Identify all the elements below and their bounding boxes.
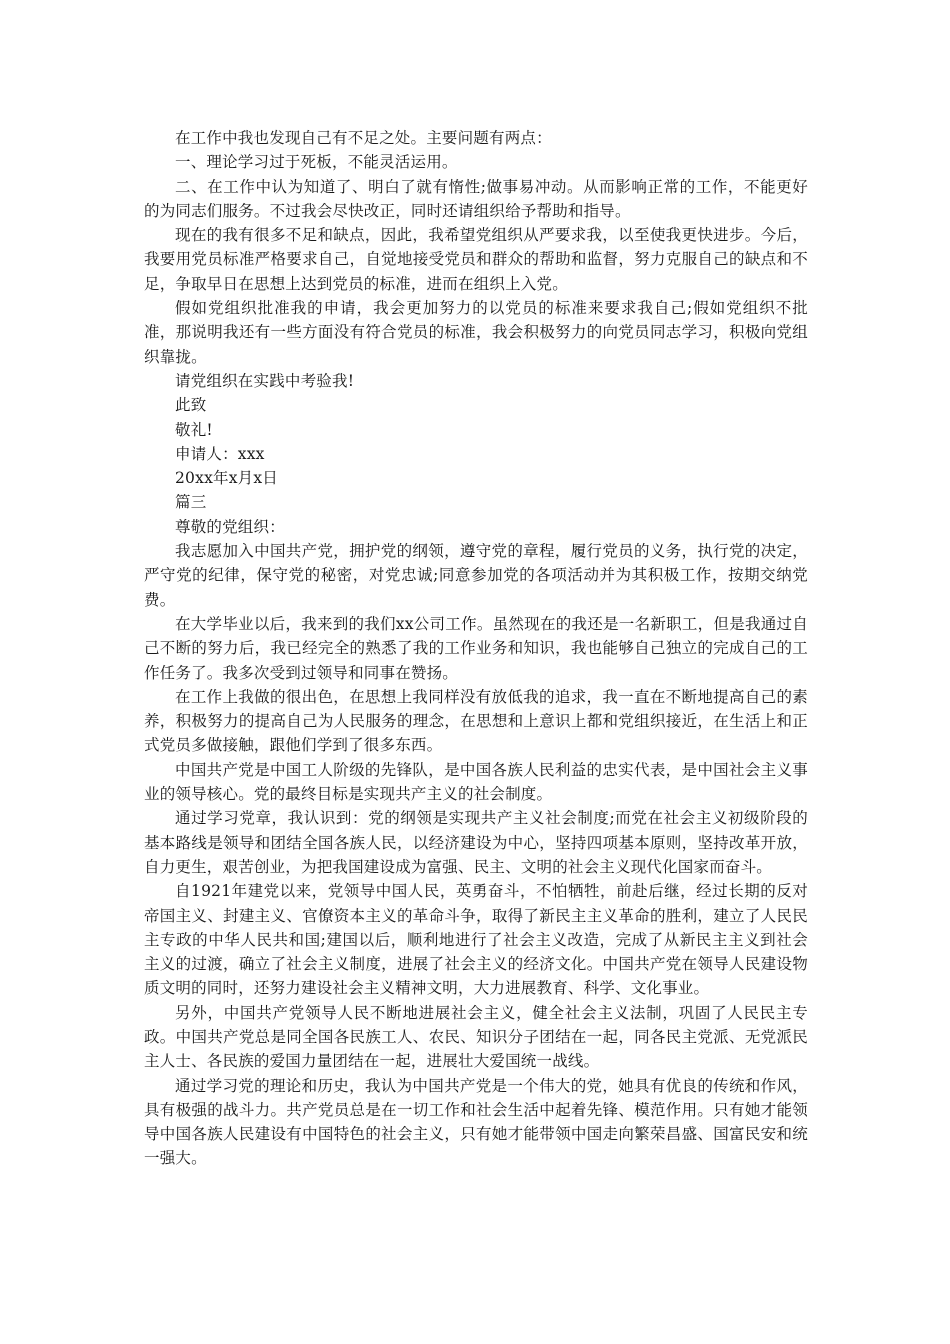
section-heading: 篇三 <box>175 493 207 512</box>
paragraph: 一、理论学习过于死板，不能灵活运用。 <box>175 153 458 172</box>
closing-salutation: 此致 <box>175 396 207 415</box>
closing-regards: 敬礼! <box>175 420 213 439</box>
paragraph: 假如党组织批准我的申请，我会更加努力的以党员的标准来要求我自己;假如党组织不批准，那说明我还有一些方面没有符合党员的标准，我会积极努力的向党员同志学习，积极向党组织靠拢。 <box>144 299 808 366</box>
paragraph: 中国共产党是中国工人阶级的先锋队，是中国各族人民利益的忠实代表，是中国社会主义事业的领导核心。党的最终目标是实现共产主义的社会制度。 <box>144 760 808 804</box>
date-line: 20xx年x月x日 <box>175 469 278 488</box>
paragraph: 请党组织在实践中考验我! <box>175 371 355 390</box>
paragraph: 另外，中国共产党领导人民不断地进展社会主义，健全社会主义法制，巩固了人民民主专政。中国共产党总是同全国各民族工人、农民、知识分子团结在一起，同各民主党派、无党派民主人士、各民族的爱国力量团结在一起，进展壮大爱国统一战线。 <box>144 1003 808 1071</box>
paragraph: 在工作中我也发现自己有不足之处。主要问题有两点： <box>175 129 552 147</box>
paragraph: 我志愿加入中国共产党，拥护党的纲领，遵守党的章程，履行党员的义务，执行党的决定，严守党的纪律，保守党的秘密，对党忠诚;同意参加党的各项活动并为其积极工作，按期交纳党费。 <box>144 542 808 609</box>
paragraph: 在大学毕业以后，我来到的我们xx公司工作。虽然现在的我还是一名新职工，但是我通过自己不断的努力后，我已经完全的熟悉了我的工作业务和知识，我也能够自己独立的完成自己的工作任务了。我多次受到过领导和同事在赞扬。 <box>144 614 808 682</box>
paragraph: 二、在工作中认为知道了、明白了就有惰性;做事易冲动。从而影响正常的工作，不能更好的为同志们服务。不过我会尽快改正，同时还请组织给予帮助和指导。 <box>144 177 808 220</box>
paragraph: 通过学习党章，我认识到：党的纲领是实现共产主义社会制度;而党在社会主义初级阶段的基本路线是领导和团结全国各族人民，以经济建设为中心，坚持四项基本原则，坚持改革开放，自力更生，艰苦创业，为把我国建设成为富强、民主、文明的社会主义现代化国家而奋斗。 <box>144 809 808 876</box>
paragraph: 现在的我有很多不足和缺点，因此，我希望党组织从严要求我，以至使我更快进步。今后，我要用党员标准严格要求自己，自觉地接受党员和群众的帮助和监督，努力克服自己的缺点和不足，争取早日在思想上达到党员的标准，进而在组织上入党。 <box>144 226 808 293</box>
paragraph: 自1921年建党以来，党领导中国人民，英勇奋斗，不怕牺牲，前赴后继，经过长期的反对帝国主义、封建主义、官僚资本主义的革命斗争，取得了新民主主义革命的胜利，建立了人民民主专政的中华人民共和国;建国以后，顺利地进行了社会主义改造，完成了从新民主主义到社会主义的过渡，确立了社会主义制度，进展了社会主义的经济文化。中国共产党在领导人民建设物质文明的同时，还努力建设社会主义精神文明，大力进展教育、科学、文化事业。 <box>144 882 808 998</box>
salutation: 尊敬的党组织： <box>175 517 285 536</box>
paragraph: 通过学习党的理论和历史，我认为中国共产党是一个伟大的党，她具有优良的传统和作风，具有极强的战斗力。共产党员总是在一切工作和社会生活中起着先锋、模范作用。只有她才能领导中国各族人民建设有中国特色的社会主义，只有她才能带领中国走向繁荣昌盛、国富民安和统一强大。 <box>144 1076 808 1168</box>
paragraph: 在工作上我做的很出色，在思想上我同样没有放低我的追求，我一直在不断地提高自己的素养，积极努力的提高自己为人民服务的理念，在思想和上意识上都和党组织接近，在生活上和正式党员多做接触，跟他们学到了很多东西。 <box>144 687 808 755</box>
document-body <box>144 126 808 1171</box>
applicant-signature: 申请人：xxx <box>175 444 265 463</box>
